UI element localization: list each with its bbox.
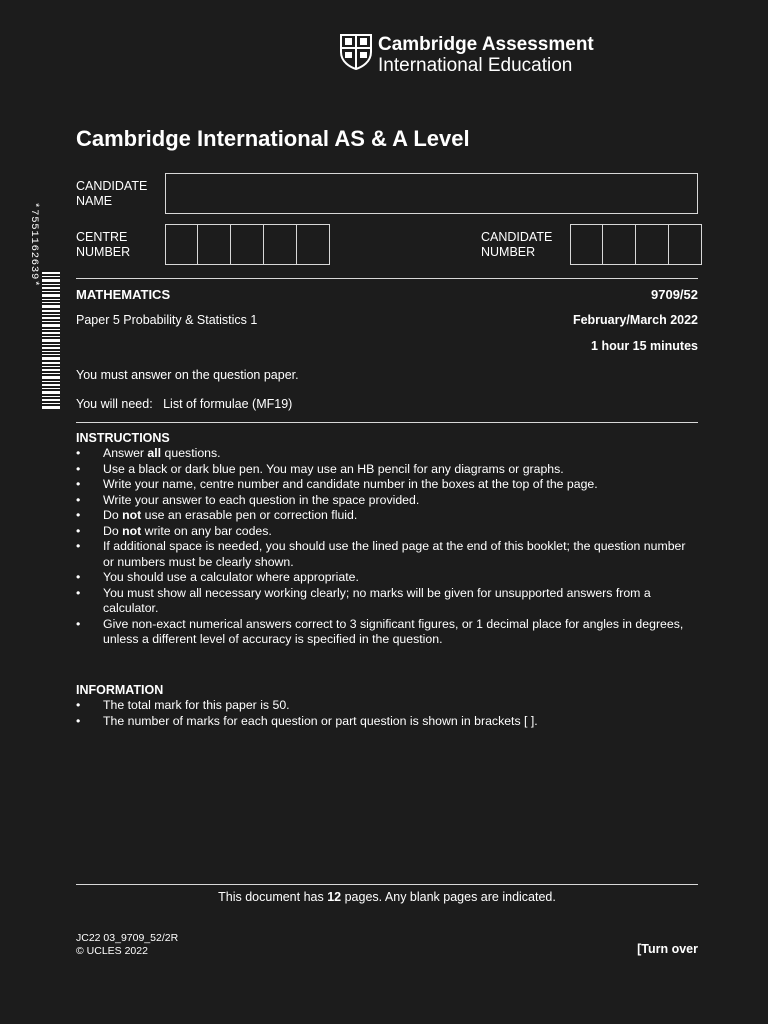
syllabus-code: 9709/52 [651, 287, 698, 302]
candidate-number-field[interactable] [570, 224, 702, 265]
centre-number-label [76, 230, 130, 260]
digit-box[interactable] [297, 224, 330, 265]
candidate-number-label [481, 230, 552, 260]
digit-box[interactable] [636, 224, 669, 265]
divider [76, 422, 698, 423]
list-item [76, 570, 698, 586]
answer-note: You must answer on the question paper. [76, 368, 299, 382]
bullet-icon: • [76, 477, 81, 491]
candidate-name-label [76, 179, 147, 209]
barcode [26, 202, 62, 412]
subject: MATHEMATICS [76, 287, 171, 302]
footer-ref [76, 932, 178, 958]
instructions-list [76, 446, 698, 648]
bullet-icon: • [76, 713, 81, 728]
digit-box[interactable] [264, 224, 297, 265]
label-line: NUMBER [481, 245, 536, 259]
page-count-post: pages. Any blank pages are indicated. [341, 890, 556, 904]
label-line: CANDIDATE [481, 230, 553, 244]
information-heading: INFORMATION [76, 683, 164, 697]
bullet-icon: • [76, 508, 81, 522]
barcode-bars [26, 202, 62, 412]
list-item-text: The total mark for this paper is 50. [103, 698, 290, 712]
digit-box[interactable] [231, 224, 264, 265]
turn-over: [Turn over [637, 942, 698, 956]
page-count-note [76, 890, 698, 904]
copyright: © UCLES 2022 [76, 945, 148, 957]
page-count-pre: This document has [218, 890, 328, 904]
digit-box[interactable] [570, 224, 603, 265]
list-item-text: not [122, 523, 142, 538]
list-item-text: Do [103, 523, 123, 538]
bullet-icon: • [76, 570, 81, 584]
barcode-text: *7551162639* [28, 202, 40, 288]
list-item-text: use an erasable pen or correction fluid. [141, 508, 358, 522]
list-item [76, 698, 698, 714]
list-item [76, 462, 698, 478]
digit-box[interactable] [669, 224, 702, 265]
list-item [76, 508, 698, 524]
digit-box[interactable] [165, 224, 198, 265]
document-ref: JC22 03_9709_52/2R [76, 932, 179, 944]
bullet-icon: • [76, 616, 81, 631]
list-item [76, 539, 698, 570]
cambridge-logo [340, 34, 594, 76]
bullet-icon: • [76, 585, 81, 600]
logo-line-2: International Education [378, 55, 573, 76]
bullet-icon: • [76, 539, 81, 553]
label-line: NAME [76, 194, 113, 208]
page-title: Cambridge International AS & A Level [76, 126, 470, 151]
duration: 1 hour 15 minutes [591, 339, 698, 353]
paper-title: Paper 5 Probability & Statistics 1 [76, 313, 258, 327]
bullet-icon: • [76, 446, 81, 460]
list-item-text: Use a black or dark blue pen. You may use an HB pencil for any diagrams or graphs. [103, 461, 564, 476]
list-item-text: Give non-exact numerical answers correct to 3 significant figures, or 1 decimal place for angles in degrees, unless a different level of accuracy is specified in the question. [103, 616, 684, 646]
label-line: CENTRE [76, 230, 128, 244]
logo-line-1: Cambridge Assessment [378, 34, 594, 55]
list-item-text: not [122, 508, 142, 522]
candidate-name-field[interactable] [165, 173, 698, 214]
list-item-text: If additional space is needed, you should use the lined page at the end of this booklet; the question number or numbers must be clearly shown. [103, 539, 686, 569]
bullet-icon: • [76, 461, 81, 476]
list-item-text: Do [103, 508, 123, 522]
list-item [76, 617, 698, 648]
list-item-text: Write your answer to each question in the space provided. [103, 492, 420, 507]
bullet-icon: • [76, 698, 81, 712]
label-line: NUMBER [76, 245, 131, 259]
divider [76, 278, 698, 279]
list-item-text: Answer [103, 446, 148, 460]
materials-value: List of formulae (MF19) [163, 397, 293, 411]
digit-box[interactable] [198, 224, 231, 265]
list-item [76, 524, 698, 540]
list-item-text: write on any bar codes. [141, 523, 272, 538]
list-item [76, 477, 698, 493]
divider [76, 884, 698, 885]
list-item [76, 493, 698, 509]
materials-line [76, 397, 292, 411]
centre-number-field[interactable] [165, 224, 330, 265]
list-item-text: all [147, 446, 162, 460]
list-item [76, 714, 698, 730]
list-item [76, 446, 698, 462]
page-count: 12 [327, 890, 342, 904]
crest-icon [340, 34, 372, 70]
list-item-text: You must show all necessary working clearly; no marks will be given for unsupported answers from a calculator. [103, 585, 651, 615]
list-item-text: questions. [161, 446, 221, 460]
list-item-text: Write your name, centre number and candidate number in the boxes at the top of the page. [103, 477, 598, 491]
instructions-heading: INSTRUCTIONS [76, 431, 170, 445]
list-item-text: You should use a calculator where appropriate. [103, 570, 359, 584]
materials-label: You will need: [76, 397, 153, 411]
information-list [76, 698, 698, 729]
bullet-icon: • [76, 523, 81, 538]
bullet-icon: • [76, 492, 81, 507]
list-item-text: The number of marks for each question or part question is shown in brackets [ ]. [103, 713, 538, 728]
digit-box[interactable] [603, 224, 636, 265]
exam-session: February/March 2022 [572, 313, 698, 327]
list-item [76, 586, 698, 617]
label-line: CANDIDATE [76, 179, 148, 193]
